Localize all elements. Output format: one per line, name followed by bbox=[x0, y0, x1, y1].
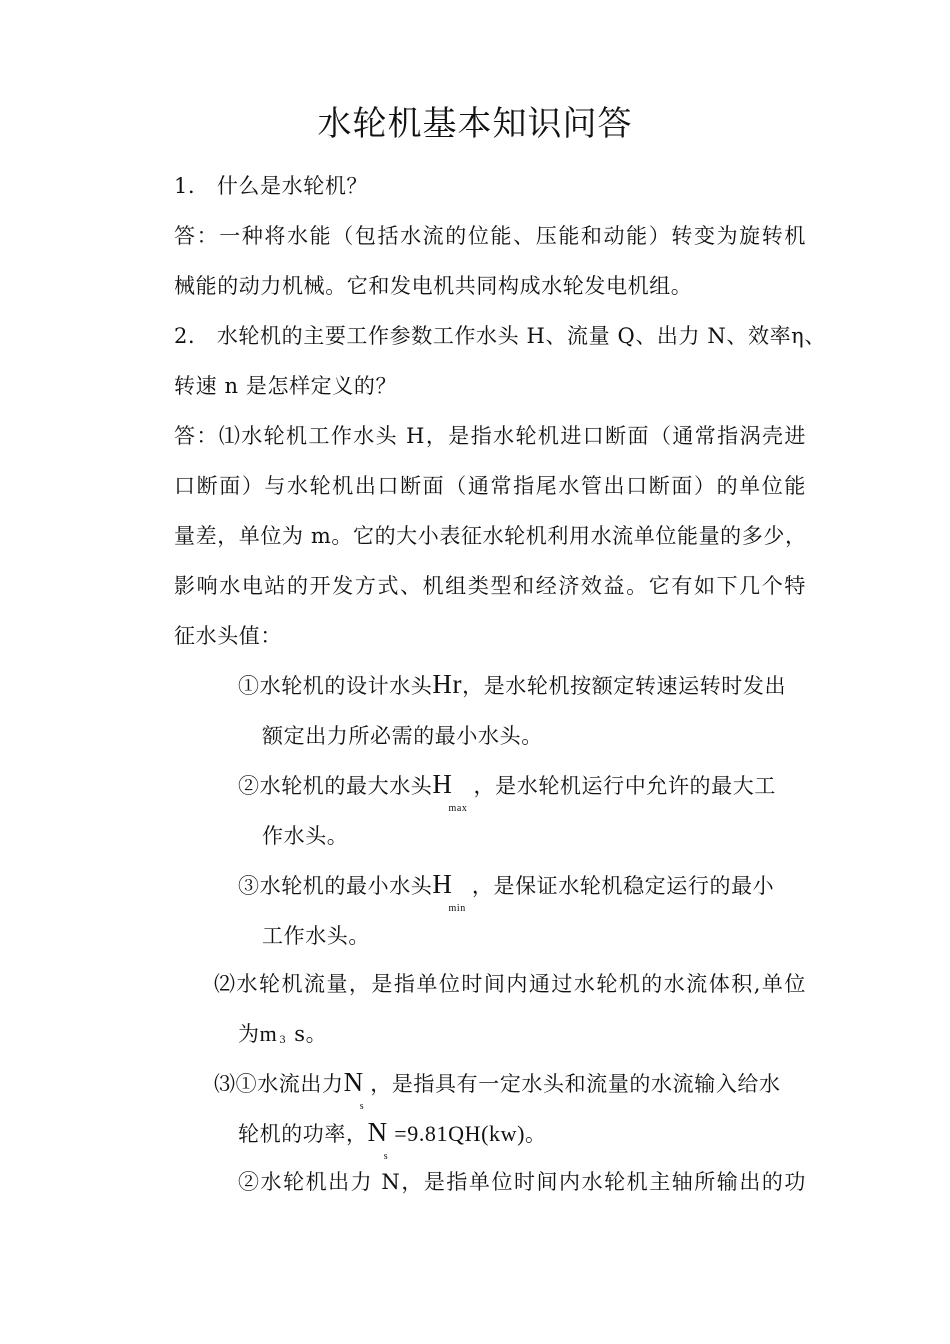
max-head-item bbox=[238, 769, 878, 814]
flow-unit-m: m bbox=[259, 1021, 278, 1046]
water-power-subscript: s bbox=[359, 1101, 365, 1112]
flow-paragraph-line-2 bbox=[238, 1020, 878, 1053]
min-head-suffix: ，是保证水轮机稳定运行的最小 bbox=[471, 874, 775, 898]
design-head-line-2: 额定出力所必需的最小水头。 bbox=[262, 724, 543, 748]
max-head-symbol: H bbox=[432, 769, 453, 799]
answer-1-line-2: 械能的动力机械。它和发电机共同构成水轮发电机组。 bbox=[174, 274, 693, 298]
formula-subscript: s bbox=[383, 1151, 389, 1162]
min-head-item bbox=[238, 869, 878, 914]
flow-unit-exponent: 3 bbox=[279, 1035, 287, 1046]
question-2-line-1: 2． 水轮机的主要工作参数工作水头 H、流量 Q、出力 N、效率η、 bbox=[174, 324, 826, 348]
design-head-prefix: ①水轮机的设计水头 bbox=[238, 674, 433, 698]
answer-2-line-4: 影响水电站的开发方式、机组类型和经济效益。它有如下几个特 bbox=[174, 574, 806, 598]
min-head-line-2: 工作水头。 bbox=[262, 924, 370, 948]
answer-2-line-2: 口断面）与水轮机出口断面（通常指尾水管出口断面）的单位能 bbox=[174, 474, 806, 498]
design-head-suffix: ，是水轮机按额定转速运转时发出 bbox=[462, 674, 787, 698]
min-head-symbol: H bbox=[432, 869, 453, 899]
flow-unit-suffix: s。 bbox=[294, 1022, 328, 1046]
formula-suffix: 。 bbox=[525, 1122, 547, 1146]
flow-paragraph-line-1: ⑵水轮机流量，是指单位时间内通过水轮机的水流体积,单位 bbox=[214, 972, 806, 996]
water-power-prefix: ⑶①水流出力 bbox=[214, 1072, 344, 1096]
water-power-symbol: N bbox=[343, 1067, 364, 1097]
power-formula: =9.81QH(kw) bbox=[394, 1121, 526, 1146]
document-title: 水轮机基本知识问答 bbox=[317, 104, 633, 144]
formula-prefix: 轮机的功率， bbox=[238, 1122, 368, 1146]
water-power-suffix: ，是指具有一定水头和流量的水流输入给水 bbox=[370, 1072, 781, 1096]
max-head-suffix: ，是水轮机运行中允许的最大工 bbox=[473, 774, 776, 798]
flow-unit-prefix: 为 bbox=[238, 1022, 260, 1046]
formula-symbol: N bbox=[367, 1117, 388, 1147]
question-2-line-2: 转速 n 是怎样定义的？ bbox=[174, 374, 398, 398]
design-head-item bbox=[238, 670, 878, 700]
water-power-formula-line bbox=[238, 1117, 878, 1162]
max-head-line-2: 作水头。 bbox=[262, 824, 349, 848]
max-head-subscript: max bbox=[448, 803, 468, 814]
turbine-output-line: ②水轮机出力 N，是指单位时间内水轮机主轴所输出的功 bbox=[238, 1170, 806, 1194]
answer-1-line-1: 答：一种将水能（包括水流的位能、压能和动能）转变为旋转机 bbox=[174, 224, 806, 248]
answer-2-line-5: 征水头值： bbox=[174, 624, 282, 648]
design-head-symbol: Hr bbox=[432, 669, 463, 699]
max-head-prefix: ②水轮机的最大水头 bbox=[238, 774, 433, 798]
water-power-item bbox=[214, 1067, 854, 1112]
question-1: 1． 什么是水轮机？ bbox=[174, 174, 369, 198]
answer-2-line-1: 答：⑴水轮机工作水头 H，是指水轮机进口断面（通常指涡壳进 bbox=[174, 424, 806, 448]
answer-2-line-3: 量差，单位为 m。它的大小表征水轮机利用水流单位能量的多少， bbox=[174, 524, 807, 548]
min-head-subscript: min bbox=[448, 903, 466, 914]
min-head-prefix: ③水轮机的最小水头 bbox=[238, 874, 433, 898]
